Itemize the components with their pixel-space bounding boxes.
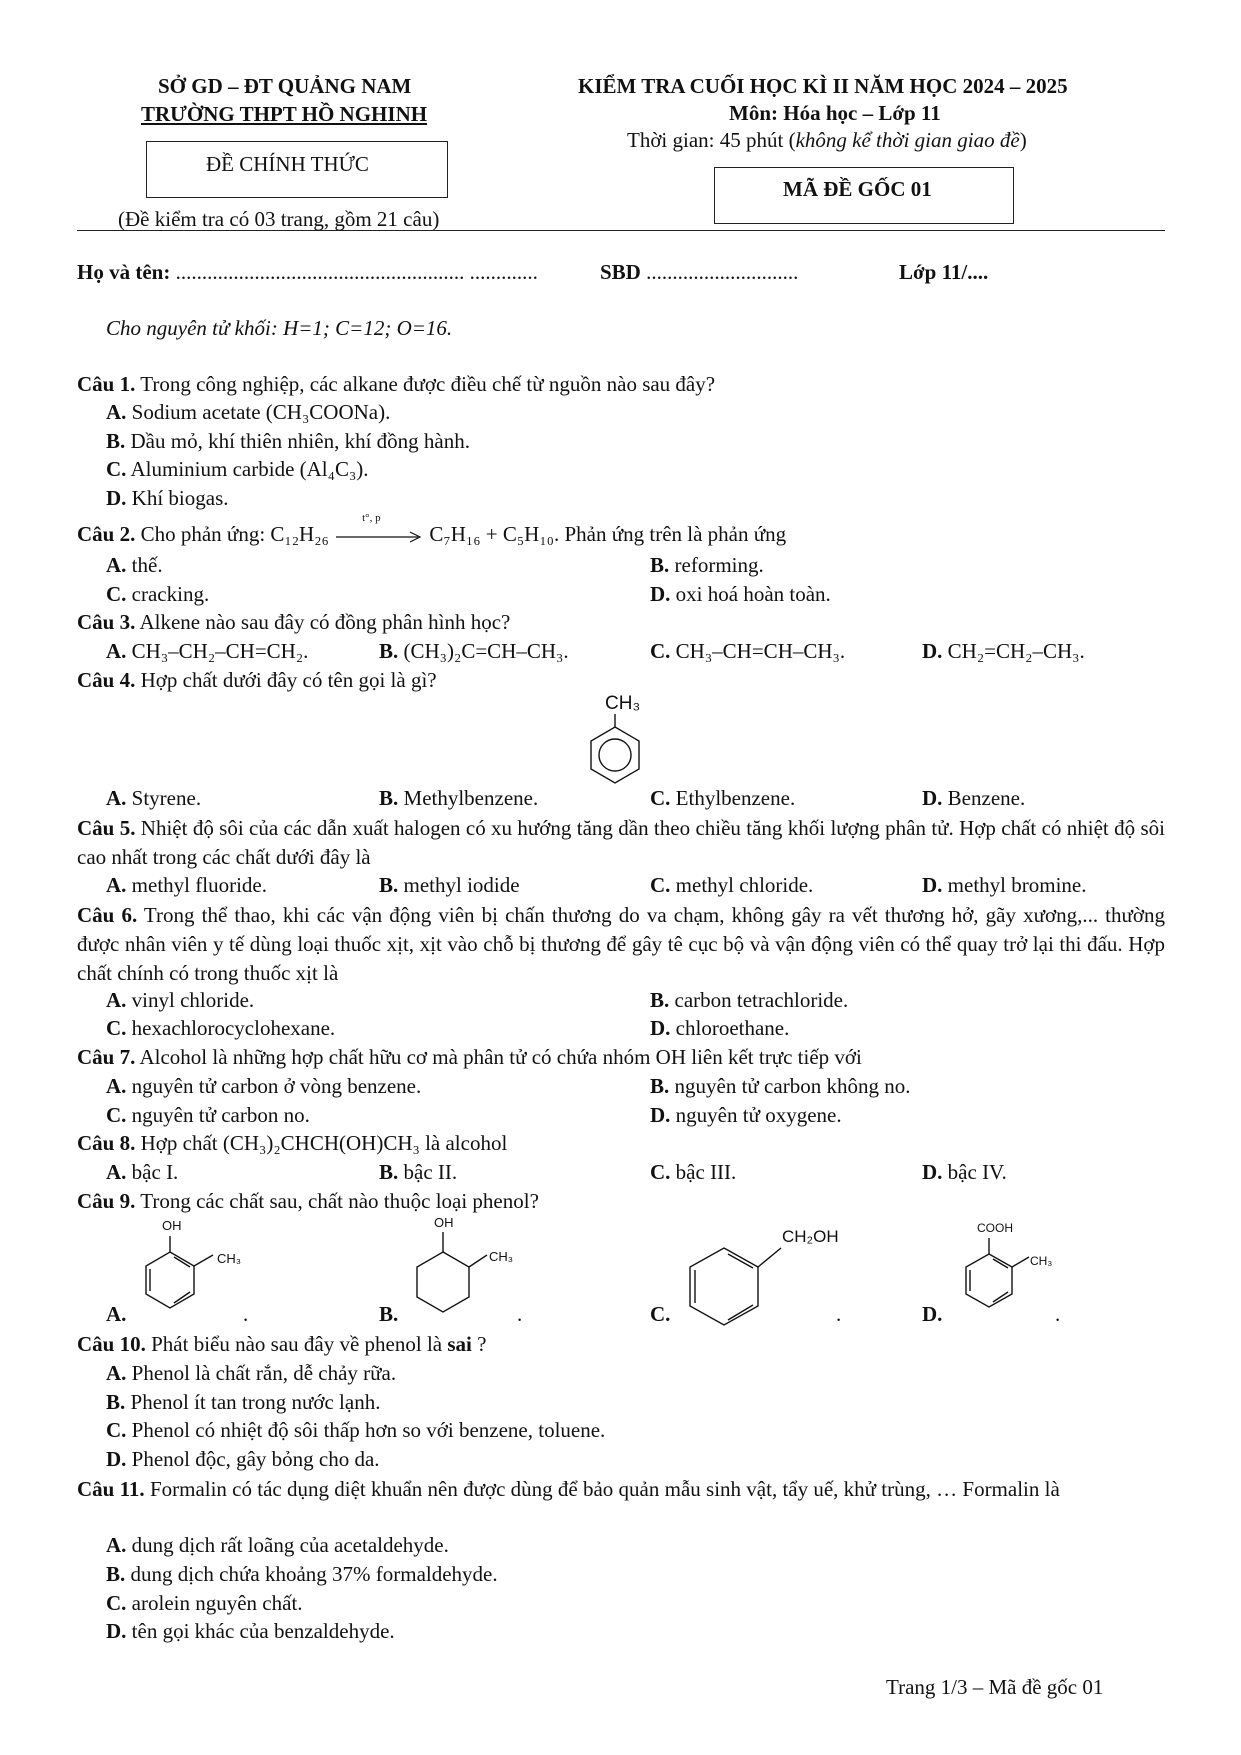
question-number: Câu 1. [77,372,136,396]
q9d-dot: . [1055,1302,1061,1326]
q2-option-a[interactable]: A. thế. [106,553,163,577]
question-8 [77,1131,507,1156]
question-text: Alkene nào sau đây có đồng phân hình học? [135,610,511,634]
exam-code: MÃ ĐỀ GỐC 01 [783,177,932,201]
q9c-dot: . [836,1302,842,1326]
q11-option-c[interactable]: C. arolein nguyên chất. [106,1591,303,1615]
q1-option-a[interactable]: A. Sodium acetate (CH₃COONa). [106,400,391,424]
benzyl-alcohol-structure-icon [675,1240,795,1350]
q8-option-d[interactable]: D. bậc IV. [922,1160,1007,1184]
q6-option-d[interactable]: D. chloroethane. [650,1016,790,1040]
q8-option-b[interactable]: B. bậc II. [379,1160,458,1184]
question-text-after: ? [471,1332,487,1356]
q3-option-a[interactable]: A. CH₃–CH₂–CH=CH₂. [106,639,309,663]
q9a-ch3-label: CH₃ [217,1251,242,1266]
q10-option-d[interactable]: D. Phenol độc, gây bỏng cho da. [106,1447,380,1471]
q5-option-b[interactable]: B. methyl iodide [379,873,520,897]
question-5 [77,814,1165,872]
question-7 [77,1045,862,1070]
question-11 [77,1475,1165,1504]
q9d-cooh-label: COOH [977,1221,1013,1235]
o-cresol-structure-icon [135,1234,215,1324]
question-text: Nhiệt độ sôi của các dẫn xuất halogen có xu hướng tăng dần theo chiều tăng khối lượng phân tử. Hợp chất có nhiệt độ sôi cao nhất trong các chất dưới đây là [77,816,1165,869]
question-number: Câu 7. [77,1045,136,1069]
arrow-icon [334,526,424,546]
time-italic: không kể thời gian giao đề [795,128,1020,152]
school-name: TRƯỜNG THPT HỒ NGHINH [141,102,428,126]
q9d-ch3-label: CH₃ [1030,1254,1053,1268]
q9-option-b[interactable]: B. [379,1302,399,1326]
question-3 [77,610,510,635]
q4-option-c[interactable]: C. Ethylbenzene. [650,786,796,810]
question-number: Câu 2. [77,522,136,546]
q9-option-a[interactable]: A. [106,1302,127,1326]
department-name: SỞ GD – ĐT QUẢNG NAM [158,74,412,98]
q1-option-c[interactable]: C. Aluminium carbide (Al₄C₃). [106,457,369,481]
question-number: Câu 5. [77,816,136,840]
question-text: Phát biểu nào sau đây về phenol là [145,1332,448,1356]
q9-option-c[interactable]: C. [650,1302,671,1326]
question-text: Alcohol là những hợp chất hữu cơ mà phân tử có chứa nhóm OH liên kết trực tiếp với [135,1045,862,1069]
q9c-ch2oh-label: CH₂OH [782,1227,839,1246]
q10-option-b[interactable]: B. Phenol ít tan trong nước lạnh. [106,1390,381,1414]
official-label: ĐỀ CHÍNH THỨC [206,152,369,176]
question-number: Câu 3. [77,610,136,634]
question-2 [77,512,787,547]
q10-option-a[interactable]: A. Phenol là chất rắn, dễ chảy rữa. [106,1361,397,1385]
q5-option-a[interactable]: A. methyl fluoride. [106,873,267,897]
question-text: Trong thể thao, khi các vận động viên bị chấn thương do va chạm, không gây ra vết thương hở, gãy xương,... thường được nhân viên y tế dùng loại thuốc xịt, xịt vào chỗ bị thương để gây tê cục bộ và vận động viên có thể quay trở lại thi đấu. Hợp chất chính có trong thuốc xịt là [77,903,1165,985]
student-info-row [77,260,538,285]
methylcyclohexanol-structure-icon [405,1230,495,1330]
time-suffix: ) [1019,128,1027,152]
q9a-oh-label: OH [162,1218,182,1233]
exam-title: KIỂM TRA CUỐI HỌC KÌ II NĂM HỌC 2024 – 2025 [578,74,1068,98]
q9b-dot: . [517,1302,523,1326]
q6-option-c[interactable]: C. hexachlorocyclohexane. [106,1016,336,1040]
sbd-row [600,260,798,285]
q11-option-b[interactable]: B. dung dịch chứa khoảng 37% formaldehyde. [106,1562,498,1586]
q8-option-a[interactable]: A. bậc I. [106,1160,179,1184]
q1-option-d[interactable]: D. Khí biogas. [106,486,229,510]
q7-option-b[interactable]: B. nguyên tử carbon không no. [650,1074,911,1098]
question-text: Hợp chất dưới đây có tên gọi là gì? [135,668,437,692]
q2-option-b[interactable]: B. reforming. [650,553,764,577]
name-field[interactable]: ....................................................... ............. [170,260,538,284]
q4-option-d[interactable]: D. Benzene. [922,786,1026,810]
q2-option-d[interactable]: D. oxi hoá hoàn toàn. [650,582,831,606]
question-number: Câu 8. [77,1131,136,1155]
reaction-condition: t°, p [362,512,381,525]
reaction-arrow [334,512,424,546]
q9b-oh-label: OH [434,1215,454,1230]
header-divider [77,230,1165,231]
sbd-field[interactable]: ............................. [640,260,799,284]
page-footer: Trang 1/3 – Mã đề gốc 01 [886,1675,1104,1699]
question-9 [77,1189,539,1214]
question-number: Câu 9. [77,1189,136,1213]
q2-option-c[interactable]: C. cracking. [106,582,210,606]
name-label: Họ và tên: [77,260,171,284]
q4-option-b[interactable]: B. Methylbenzene. [379,786,539,810]
q4-option-a[interactable]: A. Styrene. [106,786,202,810]
question-number: Câu 4. [77,668,136,692]
question-text: Trong các chất sau, chất nào thuộc loại phenol? [135,1189,539,1213]
q3-option-b[interactable]: B. (CH₃)₂C=CH–CH₃. [379,639,569,663]
question-1 [77,372,715,397]
question-number: Câu 11. [77,1477,145,1501]
q8-option-c[interactable]: C. bậc III. [650,1160,737,1184]
q3-option-c[interactable]: C. CH₃–CH=CH–CH₃. [650,639,846,663]
question-text: Hợp chất (CH₃)₂CHCH(OH)CH₃ là alcohol [135,1131,508,1155]
question-text: Cho phản ứng: C₁₂H₂₆ [135,522,335,546]
atomic-mass-note: Cho nguyên tử khối: H=1; C=12; O=16. [106,316,453,340]
class-label[interactable]: Lớp 11/.... [899,260,989,284]
question-text: Trong công nghiệp, các alkane được điều chế từ nguồn nào sau đây? [135,372,716,396]
question-6 [77,901,1165,988]
question-text-after: C₇H₁₆ + C₅H₁₀. Phản ứng trên là phản ứng [424,522,787,546]
sbd-label: SBD [600,260,641,284]
q11-option-a[interactable]: A. dung dịch rất loãng của acetaldehyde. [106,1533,449,1557]
exam-time [627,128,1027,153]
pages-note: (Đề kiểm tra có 03 trang, gồm 21 câu) [118,207,440,231]
q1-option-b[interactable]: B. Dầu mỏ, khí thiên nhiên, khí đồng hành. [106,429,470,453]
q6-option-b[interactable]: B. carbon tetrachloride. [650,988,849,1012]
question-number: Câu 6. [77,903,138,927]
q7-option-d[interactable]: D. nguyên tử oxygene. [650,1103,842,1127]
toluene-ch3-label: CH₃ [605,693,641,714]
q5-option-c[interactable]: C. methyl chloride. [650,873,814,897]
q9-option-d[interactable]: D. [922,1302,943,1326]
q5-option-d[interactable]: D. methyl bromine. [922,873,1087,897]
question-text: Formalin có tác dụng diệt khuẩn nên được dùng để bảo quản mẫu sinh vật, tẩy uế, khử trùng, … Formalin là [144,1477,1060,1501]
question-10 [77,1332,486,1357]
q7-option-c[interactable]: C. nguyên tử carbon no. [106,1103,310,1127]
time-prefix: Thời gian: 45 phút ( [627,128,796,152]
exam-subject: Môn: Hóa học – Lớp 11 [729,101,941,125]
q6-option-a[interactable]: A. vinyl chloride. [106,988,255,1012]
question-number: Câu 10. [77,1332,146,1356]
o-toluic-acid-structure-icon [955,1236,1035,1326]
q11-option-d[interactable]: D. tên gọi khác của benzaldehyde. [106,1619,395,1643]
q9a-dot: . [243,1302,249,1326]
question-emphasis: sai [447,1332,472,1356]
q3-option-d[interactable]: D. CH₂=CH₂–CH₃. [922,639,1085,663]
toluene-structure-icon [580,712,650,792]
q7-option-a[interactable]: A. nguyên tử carbon ở vòng benzene. [106,1074,422,1098]
q9b-ch3-label: CH₃ [489,1249,514,1264]
question-4 [77,668,437,693]
q10-option-c[interactable]: C. Phenol có nhiệt độ sôi thấp hơn so với benzene, toluene. [106,1418,606,1442]
